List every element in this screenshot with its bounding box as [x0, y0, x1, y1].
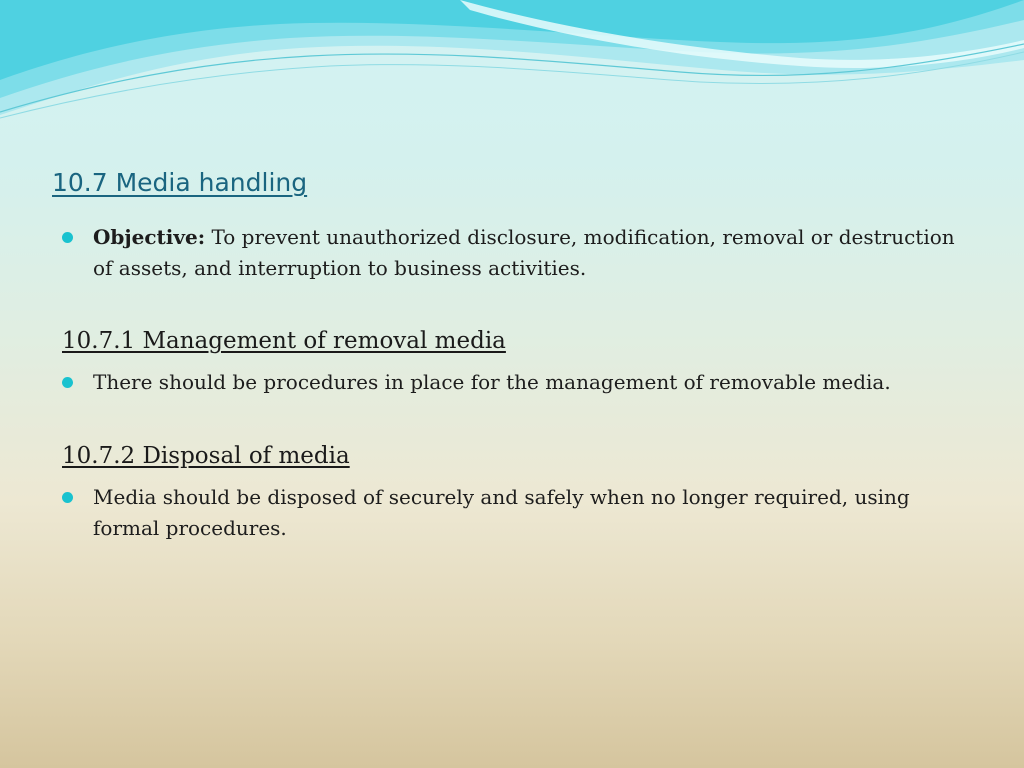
- objective-text-block: [93, 222, 962, 284]
- bullet-dot: [62, 232, 73, 243]
- wave-decoration: [0, 0, 1024, 130]
- bullet-dot: [62, 377, 73, 388]
- objective-label: Objective:: [93, 225, 206, 249]
- management-bullet: [62, 367, 962, 398]
- objective-text: To prevent unauthorized disclosure, modification, removal or destruction of assets, and interruption to business activities.: [93, 225, 955, 280]
- section-heading-disposal: 10.7.2 Disposal of media: [62, 443, 350, 469]
- section-heading-management: 10.7.1 Management of removal media: [62, 328, 506, 354]
- disposal-bullet: [62, 482, 962, 544]
- slide-title: 10.7 Media handling: [52, 168, 308, 197]
- objective-bullet: [62, 222, 962, 284]
- management-bullet-text: There should be procedures in place for the management of removable media.: [93, 370, 891, 394]
- disposal-bullet-text: Media should be disposed of securely and safely when no longer required, using formal procedures.: [93, 485, 910, 540]
- bullet-dot: [62, 492, 73, 503]
